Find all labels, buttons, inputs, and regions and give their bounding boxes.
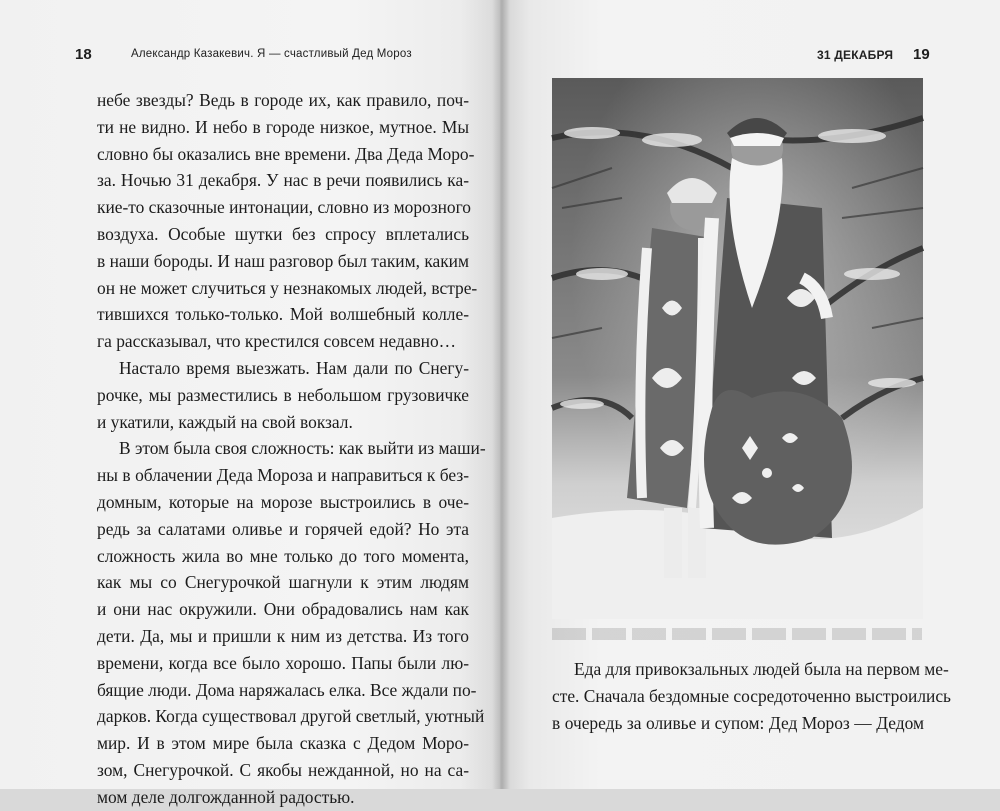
text-line: Еда для привокзальных людей была на первом ме- — [574, 659, 949, 679]
text-line: в наши бороды. И наш разговор был таким, каким — [97, 250, 469, 271]
text-line: мом деле долгожданной радостью. — [97, 786, 355, 807]
text-line: ти не видно. И небо в городе низкое, мутное. Мы — [97, 116, 469, 137]
right-page-number: 19 — [913, 46, 930, 63]
text-line: времени, когда все было хорошо. Папы были лю- — [97, 652, 469, 673]
bleed-through-text — [552, 628, 922, 640]
right-running-head: 31 ДЕКАБРЯ — [817, 48, 894, 62]
santa-snow-maiden-photo — [552, 78, 923, 619]
left-body-text — [97, 87, 486, 811]
text-line: сложность жила во мне только до того момента, — [97, 545, 469, 566]
text-line: бящие люди. Дома наряжалась елка. Все ждали по- — [97, 679, 477, 700]
text-line: га рассказывал, что крестился совсем недавно… — [97, 331, 457, 352]
text-line: и укатили, каждый на свой вокзал. — [97, 411, 353, 432]
text-line: ны в облачении Деда Мороза и направиться к без- — [97, 465, 469, 486]
text-line: он не может случиться у незнакомых людей, встре- — [97, 277, 478, 298]
text-line: сте. Сначала бездомные сосредоточенно выстроились — [552, 685, 951, 706]
text-line: кие-то сказочные интонации, словно из морозного — [97, 197, 471, 218]
text-line: воздуха. Особые шутки без спросу вплетались — [97, 223, 469, 244]
text-line: тившихся только-только. Мой волшебный колле- — [97, 304, 469, 325]
text-line: и они нас окружили. Они обрадовались нам как — [97, 599, 469, 620]
left-page — [0, 0, 500, 807]
text-line: зом, Снегурочкой. С якобы нежданной, но на са- — [97, 759, 469, 780]
left-page-number: 18 — [75, 46, 92, 63]
right-page — [500, 0, 1000, 789]
left-running-head: Александр Казакевич. Я — счастливый Дед Мороз — [131, 48, 412, 60]
text-line: дети. Да, мы и пришли к ним из детства. Из того — [97, 625, 469, 646]
text-line: за. Ночью 31 декабря. У нас в речи появились ка- — [97, 170, 469, 191]
text-line: дарков. Когда существовал другой светлый, уютный — [97, 706, 485, 727]
text-line: в очередь за оливье и супом: Дед Мороз — Дедом — [552, 712, 924, 733]
text-line: домным, которые на морозе выстроились в оче- — [97, 491, 469, 512]
text-line: как мы со Снегурочкой шагнули к этим людям — [97, 572, 469, 593]
book-gutter — [492, 0, 510, 789]
text-line: словно бы оказались вне времени. Два Деда Моро- — [97, 143, 475, 164]
text-line: Настало время выезжать. Нам дали по Снегу- — [119, 357, 469, 378]
right-body-text — [552, 656, 951, 736]
text-line: мир. И в этом мире была сказка с Дедом Моро- — [97, 733, 469, 754]
text-line: рочке, мы разместились в небольшом грузовичке — [97, 384, 469, 405]
text-line: редь за салатами оливье и горячей едой? Но эта — [97, 518, 469, 539]
text-line: В этом была своя сложность: как выйти из маши- — [119, 438, 486, 459]
text-line: небе звезды? Ведь в городе их, как правило, поч- — [97, 90, 469, 110]
